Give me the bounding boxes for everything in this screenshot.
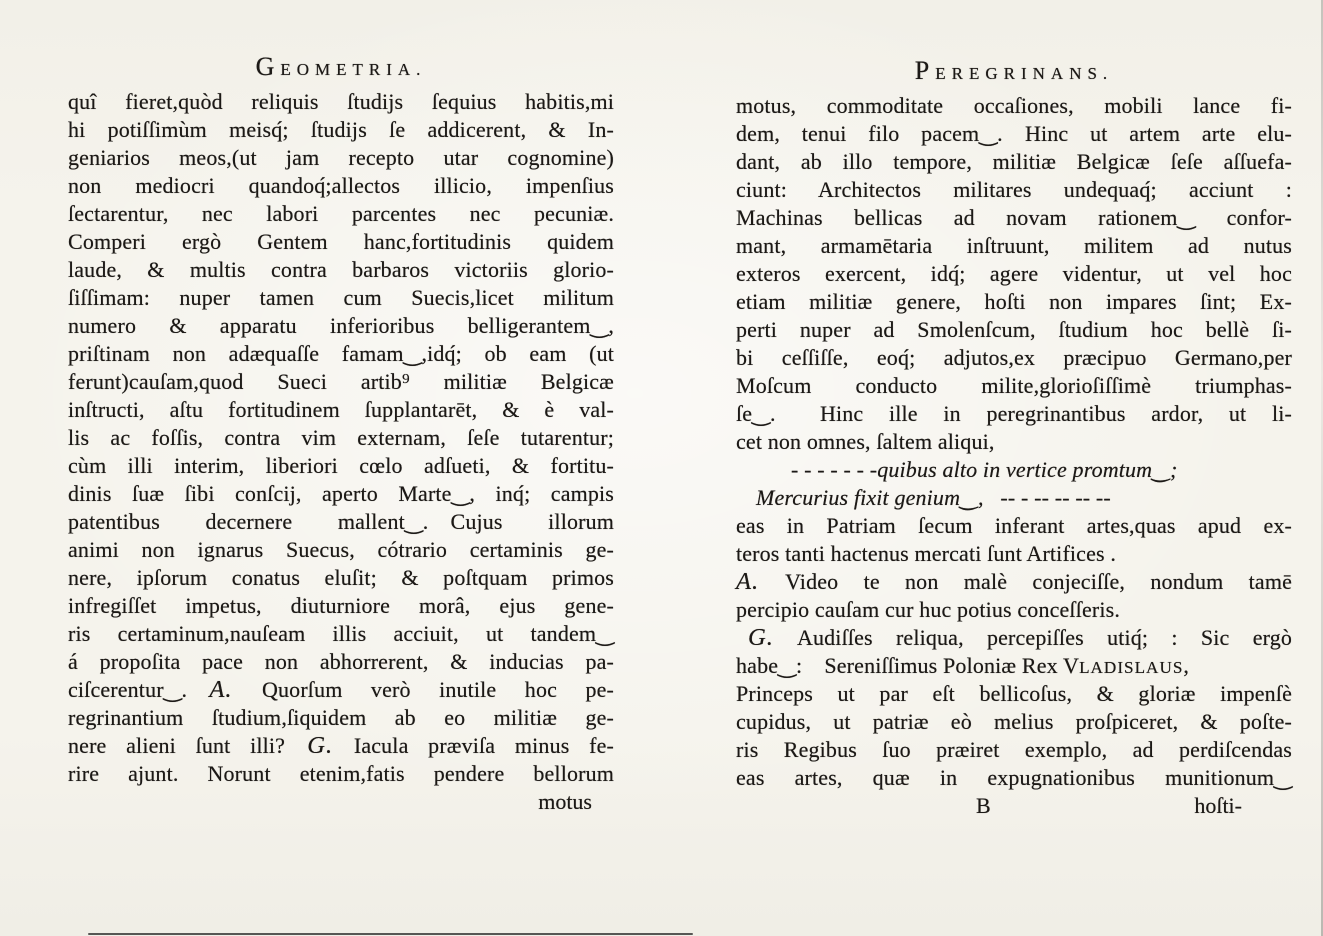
text-line bbox=[68, 340, 614, 368]
text-run: ris Regibus ſuo præiret exemplo, ad perdiſcendas bbox=[736, 737, 1292, 762]
text-run: non mediocri quandoq́;allectos illicio, impenſius bbox=[68, 173, 614, 198]
text-run: eas artes, quæ in expugnationibus munitionum‿ bbox=[736, 765, 1292, 790]
text-line bbox=[68, 452, 614, 480]
speaker-initial: A. bbox=[736, 568, 760, 595]
text-line bbox=[736, 624, 1292, 652]
text-run: ferunt)cauſam,quod Sueci artib⁹ militiæ Belgicæ bbox=[68, 369, 614, 394]
text-run: V bbox=[1063, 653, 1080, 678]
scan-edge-artifact-bottom bbox=[88, 933, 693, 935]
left-page bbox=[68, 54, 614, 816]
text-run: percipio cauſam cur huc potius conceſſeris. bbox=[736, 597, 1120, 622]
text-line bbox=[68, 144, 614, 172]
text-line bbox=[736, 176, 1292, 204]
text-line bbox=[68, 732, 614, 760]
text-run: priſtinam non adæquaſſe famam‿,idq́; ob eam (ut bbox=[68, 341, 614, 366]
text-line bbox=[736, 764, 1292, 792]
text-run: Princeps ut par eſt bellicoſus, & gloriæ impenſè bbox=[736, 681, 1292, 706]
text-run: dant, ab illo tempore, militiæ Belgicæ ſeſe aſſuefa- bbox=[736, 149, 1292, 174]
text-run: Quorſum verò inutile hoc pe- bbox=[233, 677, 614, 702]
speaker-initial: G. bbox=[748, 624, 774, 651]
text-run: nere, ipſorum conatus eluſit; & poſtquam primos bbox=[68, 565, 614, 590]
text-line bbox=[736, 512, 1292, 540]
text-line bbox=[68, 172, 614, 200]
right-page bbox=[736, 58, 1292, 820]
text-line bbox=[68, 564, 614, 592]
speaker-initial: A. bbox=[209, 676, 233, 703]
text-line bbox=[736, 456, 1292, 484]
text-run: Machinas bellicas ad novam rationem‿ confor- bbox=[736, 205, 1292, 230]
text-run: motus, commoditate occaſiones, mobili lance fi- bbox=[736, 93, 1292, 118]
text-line bbox=[736, 344, 1292, 372]
text-run: ſectarentur, nec labori parcentes nec pecuniæ. bbox=[68, 201, 614, 226]
text-run: inſtructi, aſtu fortitudinem ſupplantarēt, & è val- bbox=[68, 397, 614, 422]
text-line bbox=[68, 620, 614, 648]
text-run: etiam militiæ genere, hoſti non impares ſint; Ex- bbox=[736, 289, 1292, 314]
text-line bbox=[736, 204, 1292, 232]
text-line bbox=[736, 568, 1292, 596]
text-run: mant, armamētaria inſtruunt, militem ad nutus bbox=[736, 233, 1292, 258]
text-line bbox=[736, 288, 1292, 316]
text-line bbox=[736, 428, 1292, 456]
text-run: lis ac foſſis, contra vim externam, ſeſe tutarentur; bbox=[68, 425, 614, 450]
text-line bbox=[68, 368, 614, 396]
text-run: regrinantium ſtudium,ſiquidem ab eo militiæ ge- bbox=[68, 705, 614, 730]
catchword-left: motus bbox=[538, 789, 592, 814]
text-line bbox=[68, 480, 614, 508]
text-line bbox=[68, 704, 614, 732]
text-run: Moſcum conducto milite,glorioſiſſimè triumphas- bbox=[736, 373, 1292, 398]
text-run: cupidus, ut patriæ eò melius proſpiceret, & poſte- bbox=[736, 709, 1292, 734]
text-line bbox=[736, 484, 1292, 512]
text-line bbox=[736, 736, 1292, 764]
verse-text: Mercurius fixit genium‿, -- - -- -- -- -- bbox=[756, 485, 1111, 510]
text-run: habe‿: bbox=[736, 653, 825, 678]
text-line bbox=[736, 680, 1292, 708]
text-run: nere alieni ſunt illi? bbox=[68, 733, 308, 758]
text-run: Video te non malè conjeciſſe, nondum tamē bbox=[760, 569, 1292, 594]
text-run: ris certaminum,nauſeam illis acciuit, ut tandem‿ bbox=[68, 621, 614, 646]
text-line bbox=[68, 228, 614, 256]
text-run: infregiſſet impetus, diuturniore morâ, ejus gene- bbox=[68, 593, 614, 618]
text-run: hi potiſſimùm meisq́; ſtudijs ſe addicerent, & In- bbox=[68, 117, 614, 142]
text-run: ciunt: Architectos militares undequaq́; acciunt : bbox=[736, 177, 1292, 202]
text-run: quî fieret,quòd reliquis ſtudijs ſequius habitis,mi bbox=[68, 89, 614, 114]
text-line bbox=[68, 396, 614, 424]
text-line bbox=[68, 256, 614, 284]
catchword-right: hoſti- bbox=[1194, 793, 1242, 818]
text-line bbox=[68, 536, 614, 564]
text-line bbox=[68, 592, 614, 620]
text-run: , bbox=[1183, 653, 1190, 678]
text-run: perti nuper ad Smolenſcum, ſtudium hoc bellè ſi- bbox=[736, 317, 1292, 342]
text-run: Iacula præviſa minus fe- bbox=[334, 733, 614, 758]
text-run: laude, & multis contra barbaros victoriis glorio- bbox=[68, 257, 614, 282]
text-line bbox=[68, 676, 614, 704]
text-line bbox=[736, 372, 1292, 400]
text-block-right bbox=[736, 92, 1292, 792]
text-run: Sereniſſimus Poloniæ Rex bbox=[824, 653, 1064, 678]
text-line bbox=[68, 760, 614, 788]
text-run: bi ceſſiſſe, eoq́; adjutos,ex præcipuo Germano,per bbox=[736, 345, 1292, 370]
text-run: rire ajunt. Norunt etenim,fatis pendere bellorum bbox=[68, 761, 614, 786]
text-line bbox=[736, 148, 1292, 176]
text-run: patentibus decernere mallent‿. Cujus illorum bbox=[68, 509, 614, 534]
text-line bbox=[736, 260, 1292, 288]
text-line bbox=[736, 400, 1292, 428]
text-run: ſiſſimam: nuper tamen cum Suecis,licet militum bbox=[68, 285, 614, 310]
text-line bbox=[736, 120, 1292, 148]
running-header-right: PEREGRINANS. bbox=[914, 56, 1114, 85]
text-run: dem, tenui filo pacem‿. Hinc ut artem arte elu- bbox=[736, 121, 1292, 146]
text-line bbox=[68, 284, 614, 312]
verse-text: - - - - - - -quibus alto in vertice promtum‿; bbox=[791, 457, 1178, 482]
text-run: geniarios meos,(ut jam recepto utar cognomine) bbox=[68, 145, 614, 170]
text-run: á propoſita pace non abhorrerent, & inducias pa- bbox=[68, 649, 614, 674]
text-line bbox=[68, 200, 614, 228]
text-run: cùm illi interim, liberiori cœlo adſueti, & fortitu- bbox=[68, 453, 614, 478]
text-line bbox=[68, 648, 614, 676]
text-line bbox=[68, 508, 614, 536]
text-line bbox=[68, 424, 614, 452]
text-run: Audiſſes reliqua, percepiſſes utiq́; : Sic ergò bbox=[774, 625, 1292, 650]
speaker-initial: G. bbox=[307, 732, 334, 759]
text-run: dinis ſuæ ſibi conſcij, aperto Marte‿, inq́; campis bbox=[68, 481, 614, 506]
text-run: animi non ignarus Suecus, cótrario certaminis ge- bbox=[68, 537, 614, 562]
text-line bbox=[68, 116, 614, 144]
text-run: ciſcerentur‿. bbox=[68, 677, 210, 702]
text-run: numero & apparatu inferioribus belligerantem‿, bbox=[68, 313, 614, 338]
small-caps-text: LADISLAUS bbox=[1079, 658, 1184, 677]
page-footer-right bbox=[736, 792, 1292, 820]
text-block-left bbox=[68, 88, 614, 788]
text-line bbox=[736, 596, 1292, 624]
text-run: ſe‿. Hinc ille in peregrinantibus ardor, ut li- bbox=[736, 401, 1292, 426]
text-line bbox=[736, 708, 1292, 736]
text-line bbox=[736, 92, 1292, 120]
text-run: eas in Patriam ſecum inferant artes,quas apud ex- bbox=[736, 513, 1292, 538]
text-line bbox=[68, 312, 614, 340]
text-run: Comperi ergò Gentem hanc,fortitudinis quidem bbox=[68, 229, 614, 254]
text-line bbox=[68, 88, 614, 116]
running-header-left: GEOMETRIA. bbox=[255, 52, 427, 81]
text-line bbox=[736, 316, 1292, 344]
text-line bbox=[736, 232, 1292, 260]
page-footer-left bbox=[68, 788, 614, 816]
text-run: teros tanti hactenus mercati ſunt Artifices . bbox=[736, 541, 1117, 566]
text-run: exteros exercent, idq́; agere videntur, ut vel hoc bbox=[736, 261, 1292, 286]
text-run: cet non omnes, ſaltem aliqui, bbox=[736, 429, 995, 454]
signature-mark: B bbox=[976, 793, 991, 818]
text-line bbox=[736, 540, 1292, 568]
text-line bbox=[736, 652, 1292, 680]
